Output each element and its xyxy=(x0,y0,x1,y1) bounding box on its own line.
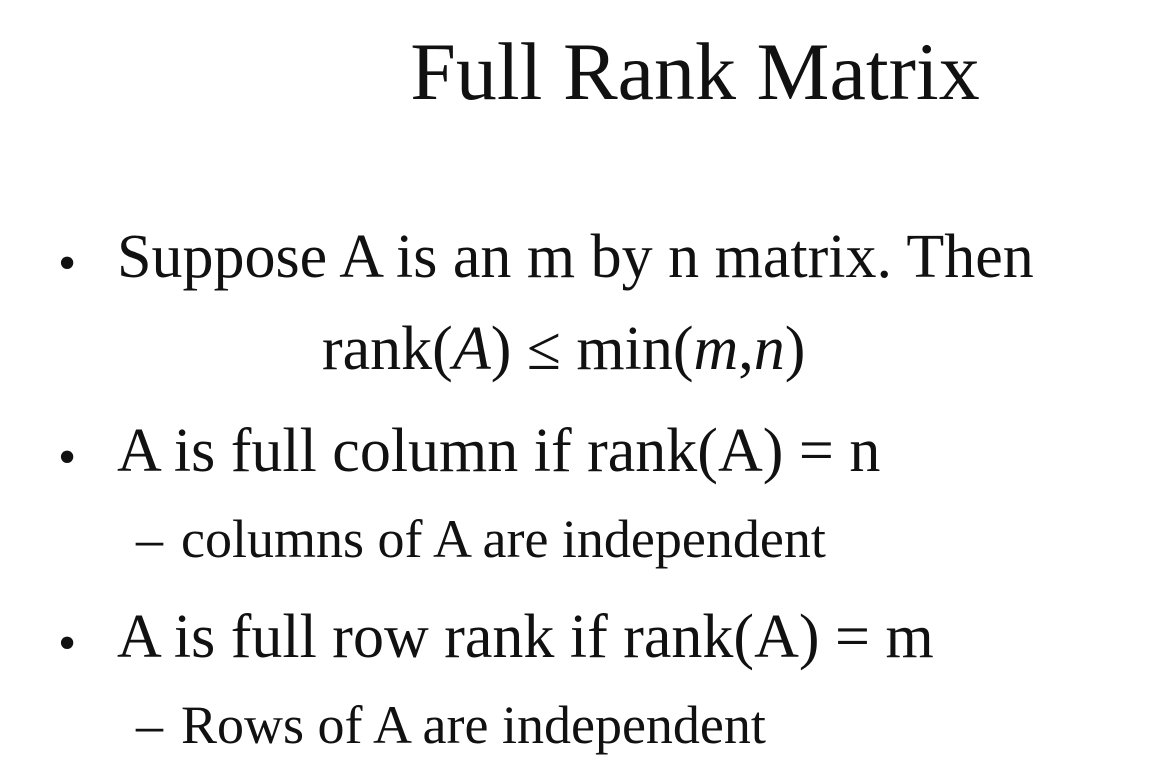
formula-comma: , xyxy=(738,315,754,383)
bullet-icon: • xyxy=(58,235,77,292)
sub-bullet-text-2: columns of A are independent xyxy=(181,509,826,569)
sub-bullet-2 xyxy=(136,509,826,569)
bullet-icon: • xyxy=(58,429,77,486)
sub-bullet-text-3: Rows of A are independent xyxy=(181,695,766,755)
formula-open-paren: ( xyxy=(432,315,453,383)
bullet-icon: • xyxy=(58,615,77,672)
dash-icon: – xyxy=(136,695,163,755)
bullet-text-2: A is full column if rank(A) = n xyxy=(117,417,881,485)
bullet-text-1: Suppose A is an m by n matrix. Then xyxy=(117,223,1034,291)
formula-min-close: ) xyxy=(784,315,806,383)
formula-min: min xyxy=(576,315,673,383)
formula-rank: rank xyxy=(322,315,433,383)
formula-arg-a: A xyxy=(452,315,491,383)
formula-var-n: n xyxy=(753,315,785,383)
sub-bullet-3 xyxy=(136,695,766,755)
formula-min-open: ( xyxy=(672,315,694,383)
rank-inequality-formula xyxy=(322,315,806,383)
dash-icon: – xyxy=(136,509,163,569)
bullet-text-3: A is full row rank if rank(A) = m xyxy=(117,603,934,671)
formula-close-paren: ) xyxy=(490,315,512,383)
formula-var-m: m xyxy=(693,315,739,383)
formula-leq: ≤ xyxy=(526,315,561,383)
slide-title: Full Rank Matrix xyxy=(410,26,980,117)
